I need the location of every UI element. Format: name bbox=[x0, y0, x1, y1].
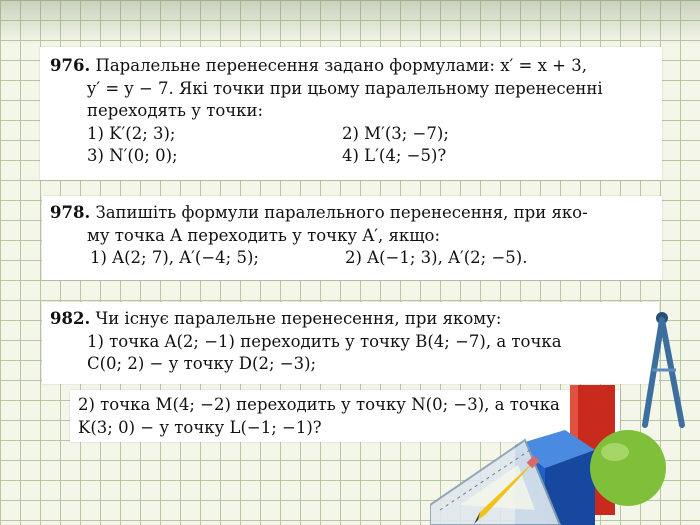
school-supplies-illustration bbox=[430, 300, 700, 525]
problem-982-line3: C(0; 2) − у точку D(2; −3); bbox=[87, 354, 317, 373]
compass-icon bbox=[645, 312, 682, 425]
problem-978-option2: 2) A(−1; 3), A′(2; −5). bbox=[345, 248, 528, 267]
problem-976-answers-row2 bbox=[50, 145, 655, 168]
problem-982-text1: Чи існує паралельне перенесення, при якому: bbox=[95, 309, 502, 328]
problem-976-line1 bbox=[50, 55, 655, 78]
problem-982-line4: 2) точка M(4; −2) переходить у точку N(0; −3), а точка bbox=[78, 395, 560, 414]
top-shadow bbox=[0, 0, 700, 45]
problem-978-card bbox=[42, 196, 662, 280]
problem-978-line2: му точка A переходить у точку A′, якщо: bbox=[87, 225, 441, 245]
problem-978-text1: Запишіть формули паралельного перенесення, при яко- bbox=[95, 203, 588, 222]
problem-976-option4: 4) L′(4; −5)? bbox=[342, 146, 447, 165]
problem-978-number: 978. bbox=[50, 203, 91, 222]
green-ball-icon bbox=[590, 430, 666, 506]
problem-976-line3: переходять у точки: bbox=[87, 101, 264, 120]
problem-976-option2: 2) M′(3; −7); bbox=[342, 123, 449, 143]
problem-976-card bbox=[40, 47, 662, 180]
problem-976-text1: Паралельне перенесення задано формулами: x′ = x + 3, bbox=[95, 56, 587, 75]
problem-976-option1: 1) K′(2; 3); bbox=[87, 123, 176, 143]
problem-978-option1: 1) A(2; 7), A′(−4; 5); bbox=[90, 248, 259, 267]
problem-976-line2: y′ = y − 7. Які точки при цьому паралельному перенесенні bbox=[87, 78, 603, 98]
problem-976-number: 976. bbox=[50, 56, 91, 75]
problem-976-option3: 3) N′(0; 0); bbox=[87, 146, 178, 165]
problem-976-answers-row1 bbox=[50, 123, 655, 146]
problem-982-line5: K(3; 0) − у точку L(−1; −1)? bbox=[78, 417, 322, 437]
problem-982-line2: 1) точка A(2; −1) переходить у точку B(4; −7), а точка bbox=[87, 331, 562, 351]
problem-978-answers-row bbox=[50, 247, 655, 270]
problem-978-line1 bbox=[50, 202, 655, 225]
problem-982-number: 982. bbox=[50, 309, 91, 328]
